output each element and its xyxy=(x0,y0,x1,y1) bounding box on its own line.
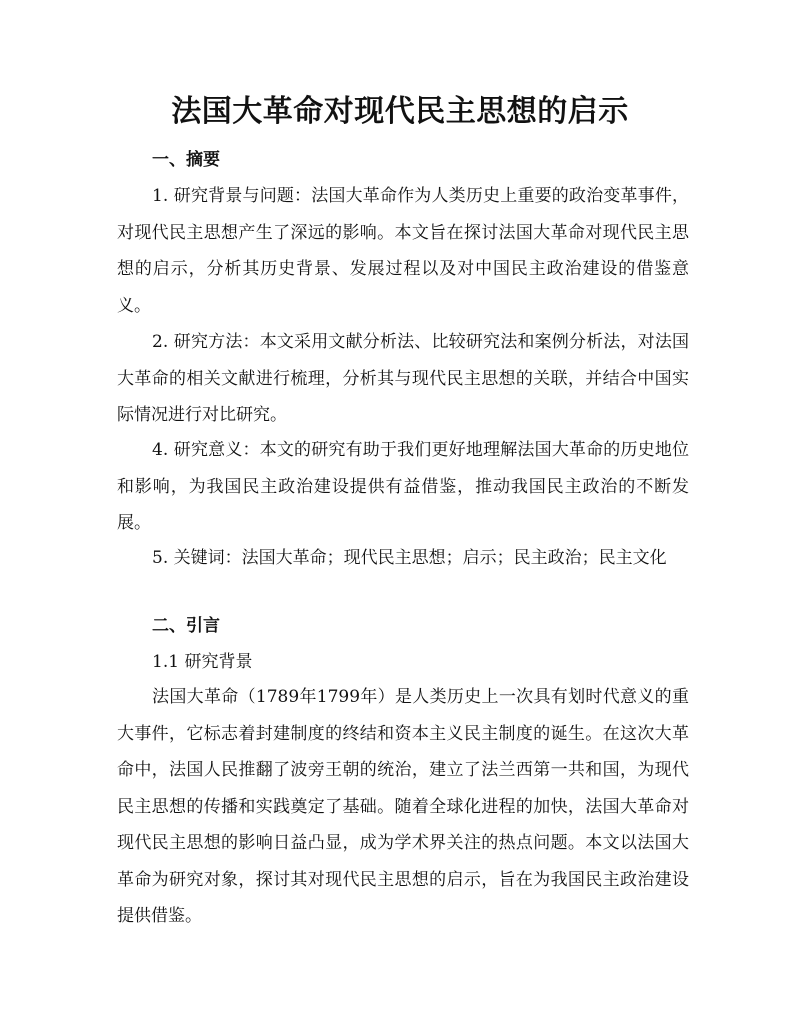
abstract-item-background: 1. 研究背景与问题：法国大革命作为人类历史上重要的政治变革事件，对现代民主思想产生了深远的影响。本文旨在探讨法国大革命对现代民主思想的启示，分析其历史背景、发展过程以及对中国民主政治建设的借鉴意义。 xyxy=(117,186,689,316)
abstract-item-methods: 2. 研究方法：本文采用文献分析法、比较研究法和案例分析法，对法国大革命的相关文献进行梳理，分析其与现代民主思想的关联，并结合中国实际情况进行对比研究。 xyxy=(117,332,689,425)
section-heading-introduction: 二、引言 xyxy=(152,616,220,636)
document-title: 法国大革命对现代民主思想的启示 xyxy=(171,94,629,129)
abstract-item-significance: 4. 研究意义：本文的研究有助于我们更好地理解法国大革命的历史地位和影响，为我国民主政治建设提供有益借鉴，推动我国民主政治的不断发展。 xyxy=(117,440,689,533)
subsection-heading-background: 1.1 研究背景 xyxy=(152,652,253,672)
introduction-paragraph: 法国大革命（1789年1799年）是人类历史上一次具有划时代意义的重大事件，它标志着封建制度的终结和资本主义民主制度的诞生。在这次大革命中，法国人民推翻了波旁王朝的统治，建立了法兰西第一共和国，为现代民主思想的传播和实践奠定了基础。随着全球化进程的加快，法国大革命对现代民主思想的影响日益凸显，成为学术界关注的热点问题。本文以法国大革命为研究对象，探讨其对现代民主思想的启示，旨在为我国民主政治建设提供借鉴。 xyxy=(117,687,689,926)
abstract-item-keywords: 5. 关键词：法国大革命；现代民主思想；启示；民主政治；民主文化 xyxy=(152,548,667,568)
section-heading-abstract: 一、摘要 xyxy=(152,150,220,170)
